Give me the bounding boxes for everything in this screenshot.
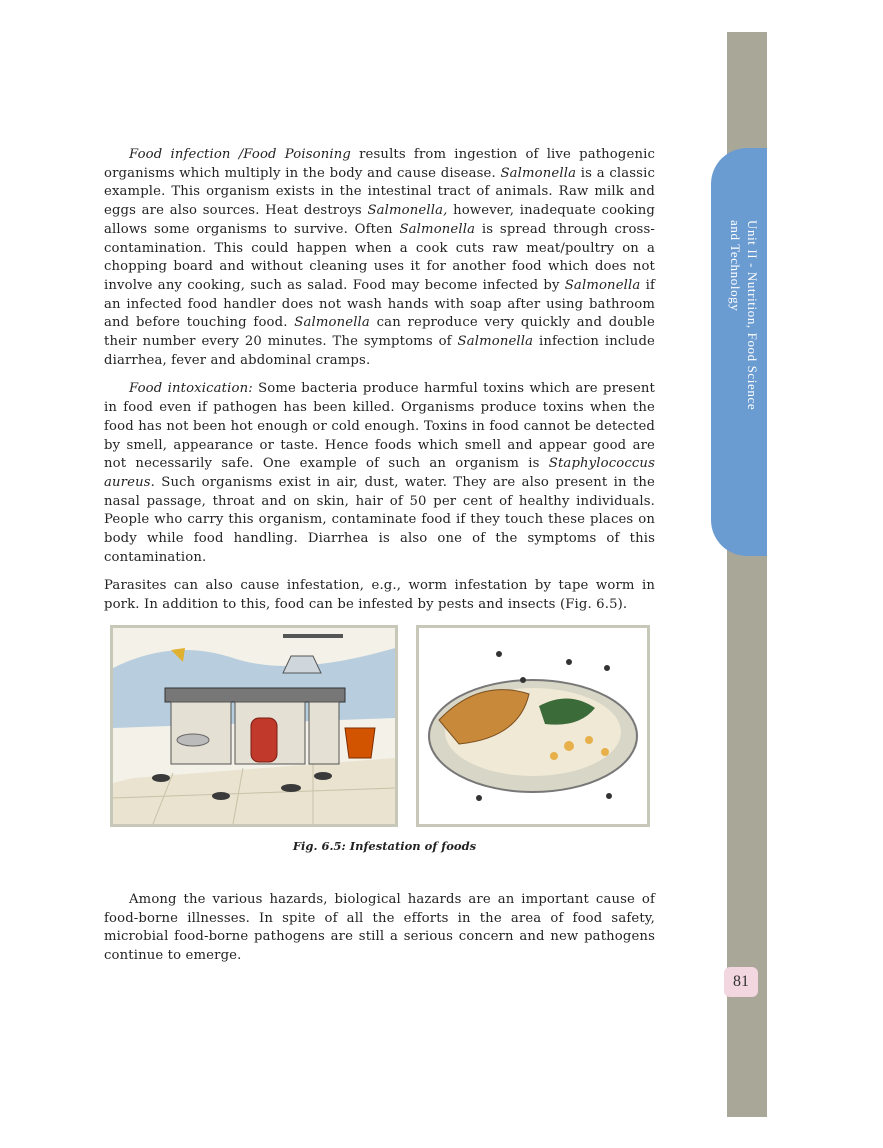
unit-title [721,220,761,520]
paragraph-food-intoxication [104,380,655,567]
text-span: is a classic example. This organism exists in the intestinal tract of animals. Raw milk and eggs are also sources. Heat destroys [104,165,656,219]
flies-on-food-illustration [416,625,650,827]
paragraph-biological-hazards: Among the various hazards, biological hazards are an important cause of food-borne illnesses. In spite of all the efforts in the area of food safety, microbial food-borne pathogens are still a serious concern and new pathogens continue to emerge. [104,891,655,963]
page-number: 81 [724,967,758,997]
text-span: if an infected food handler does not wash hands with soap after using bathroom and before touching food. [104,277,655,331]
paragraph-food-infection [104,146,655,370]
text-span: infection include diarrhea, fever and abdominal cramps. [104,334,655,368]
kitchen-pests-illustration [110,625,398,827]
term-salmonella: Salmonella [564,277,641,293]
term-salmonella: Salmonella [294,315,370,331]
term-salmonella: Salmonella [457,334,534,350]
term-salmonella: Salmonella [500,165,577,181]
page-content [104,146,655,976]
term-food-intoxication: Food intoxication: [129,381,253,397]
unit-title-line2: and Technology [728,220,743,312]
text-span: Some bacteria produce harmful toxins which are present in food even if pathogen has been killed. Organisms produce toxins when the food has not been hot enough or cold enough. Toxins in food cannot be detected by smell, appearance or taste. Hence foods which smell and appear good are not necessarily safe. One example of such an organism is [104,381,656,472]
term-staphylococcus: Staphylococcus aureus [104,456,655,490]
spacer [104,853,655,891]
text-span: can reproduce very quickly and double their number every 20 minutes. The symptoms of [104,315,655,350]
text-span: is spread through cross-contamination. This could happen when a cook cuts raw meat/poultry on a chopping board and without cleaning uses it for another food which does not involve any cooking, such as salad. Food may become infected by [104,221,655,293]
unit-title-line1: Unit II - Nutrition, Food Science [745,220,760,411]
figure-6-5 [110,625,655,827]
term-salmonella: Salmonella [399,221,476,237]
figure-caption: Fig. 6.5: Infestation of foods [292,838,477,853]
text-span: results from ingestion of live pathogenic organisms which multiply in the body and cause disease. [104,147,655,181]
term-salmonella: Salmonella, [367,203,448,219]
text-span: however, inadequate cooking allows some organisms to survive. Often [104,203,656,237]
text-span: . Such organisms exist in air, dust, water. They are also present in the nasal passage, throat and on skin, hair of 50 per cent of healthy individuals. People who carry this organism, contaminate food if they touch these places on body while food handling. Diarrhea is also one of the symptoms of this contamination. [104,474,655,565]
paragraph-parasites: Parasites can also cause infestation, e.g., worm infestation by tape worm in pork. In addition to this, food can be infested by pests and insects (Fig. 6.5). [104,578,655,613]
term-food-infection: Food infection /Food Poisoning [129,147,351,162]
